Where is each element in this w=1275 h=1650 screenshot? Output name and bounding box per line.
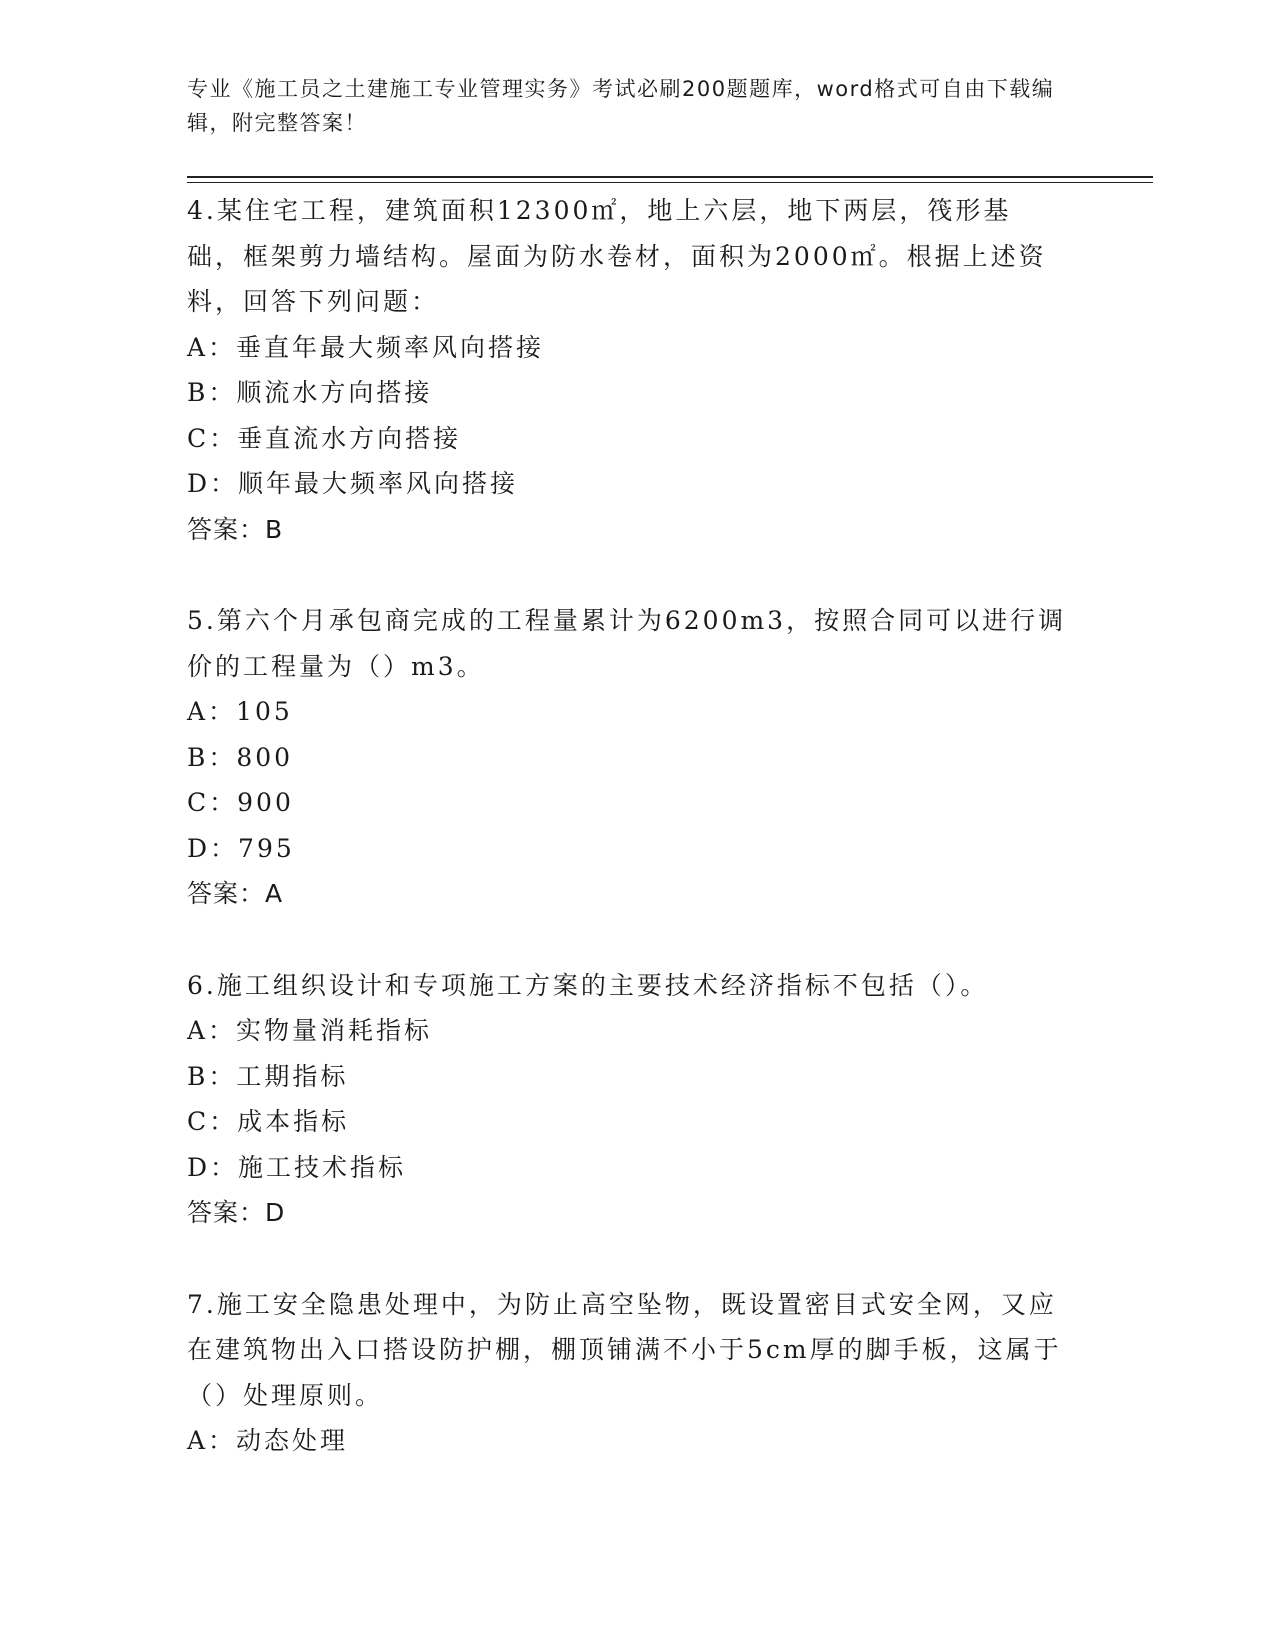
question-text: 6.施工组织设计和专项施工方案的主要技术经济指标不包括（）。 — [187, 970, 989, 1000]
question-6 — [187, 963, 1067, 1236]
answer: 答案：D — [187, 1198, 286, 1227]
option-c: C：900 — [187, 788, 294, 817]
option-d: D：795 — [187, 833, 295, 863]
answer: 答案：B — [187, 514, 284, 544]
option-a: A：动态处理 — [187, 1426, 349, 1455]
option-d: D：顺年最大频率风向搭接 — [187, 469, 519, 498]
header-rule-thick — [187, 176, 1153, 178]
option-a: A：垂直年最大频率风向搭接 — [187, 332, 545, 362]
question-list — [187, 188, 1067, 1510]
question-5 — [187, 598, 1067, 917]
option-b: B：顺流水方向搭接 — [187, 378, 433, 407]
option-a: A：105 — [187, 697, 293, 726]
answer: 答案：A — [187, 879, 284, 908]
question-4 — [187, 188, 1067, 552]
option-b: B：800 — [187, 742, 294, 772]
option-c: C：成本指标 — [187, 1107, 350, 1136]
option-b: B：工期指标 — [187, 1061, 349, 1091]
option-d: D：施工技术指标 — [187, 1152, 407, 1182]
document-header: 专业《施工员之土建施工专业管理实务》考试必刷200题题库，word格式可自由下载编辑，附完整答案！ — [187, 77, 1055, 135]
option-a: A：实物量消耗指标 — [187, 1016, 433, 1045]
question-text: 4.某住宅工程，建筑面积12300㎡，地上六层，地下两层，筏形基础，框架剪力墙结构。屋面为防水卷材，面积为2000㎡。根据上述资料，回答下列问题： — [187, 196, 1047, 316]
question-text: 5.第六个月承包商完成的工程量累计为6200m3，按照合同可以进行调价的工程量为（）m3。 — [187, 606, 1067, 681]
question-7 — [187, 1282, 1067, 1464]
option-c: C：垂直流水方向搭接 — [187, 423, 462, 453]
header-rule-thin — [187, 182, 1153, 183]
question-text: 7.施工安全隐患处理中，为防止高空坠物，既设置密目式安全网，又应在建筑物出入口搭设防护棚，棚顶铺满不小于5cm厚的脚手板，这属于（）处理原则。 — [187, 1289, 1062, 1410]
